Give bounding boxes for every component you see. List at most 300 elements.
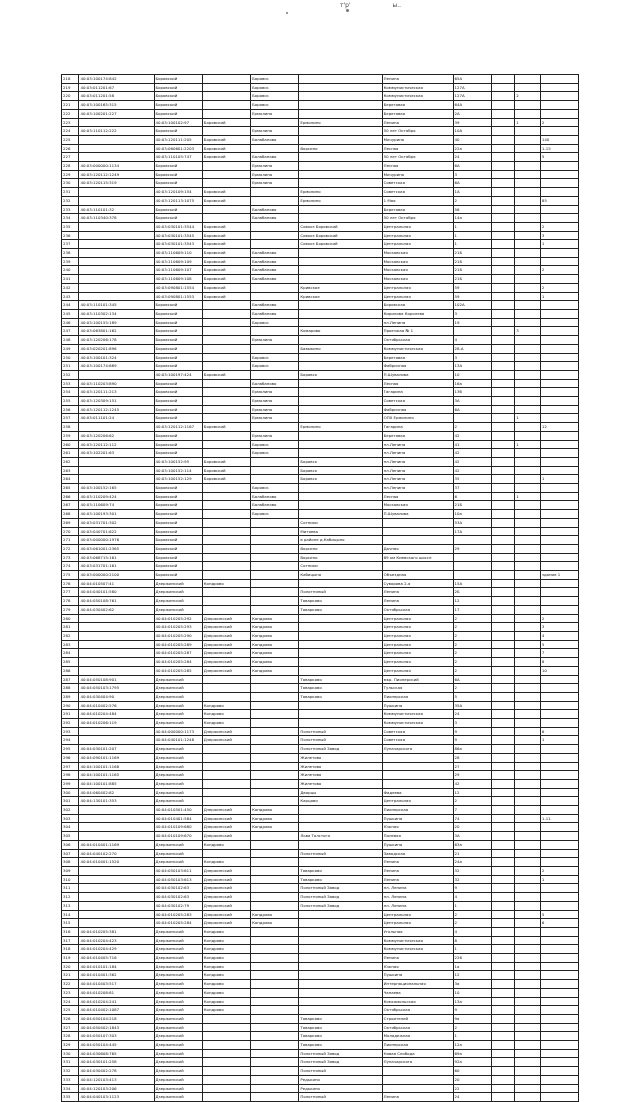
cell-3 xyxy=(202,205,250,214)
cell-4 xyxy=(251,736,299,745)
table-row xyxy=(62,823,579,832)
cell-9 xyxy=(515,980,541,989)
cell-7: 2Б xyxy=(453,588,491,597)
cell-8 xyxy=(491,658,515,667)
cell-5: Товарково xyxy=(299,597,382,606)
cell-3 xyxy=(202,75,250,84)
cell-10 xyxy=(540,771,578,780)
cell-4 xyxy=(251,701,299,710)
cell-4: Боровск xyxy=(251,362,299,371)
cell-7: 1 xyxy=(453,222,491,231)
cell-8 xyxy=(491,388,515,397)
cell-7: 13б xyxy=(453,388,491,397)
cell-5: Ермолино xyxy=(299,423,382,432)
cell-8 xyxy=(491,1067,515,1076)
cell-5: Ворсино xyxy=(299,544,382,553)
cell-2: Боровский xyxy=(154,562,202,571)
cell-10 xyxy=(540,1075,578,1084)
cell-2: 40:04:040101:1248 xyxy=(154,736,202,745)
cell-2: 40:04:010205:285 xyxy=(154,666,202,675)
cell-5 xyxy=(299,501,382,510)
cell-6: Пионерская xyxy=(382,806,453,815)
cell-10 xyxy=(540,344,578,353)
cell-7: 21Б xyxy=(453,275,491,284)
cell-10 xyxy=(540,1058,578,1067)
cell-0: 332 xyxy=(62,1067,79,1076)
cell-2: Дзержинский xyxy=(154,1049,202,1058)
cell-9 xyxy=(515,431,541,440)
cell-5 xyxy=(299,719,382,728)
table-row xyxy=(62,75,579,84)
cell-3: Боровский xyxy=(202,249,250,258)
cell-4: Балабаново xyxy=(251,275,299,284)
cell-8 xyxy=(491,1049,515,1058)
cell-1 xyxy=(79,283,154,292)
cell-6: 50 лет Октября xyxy=(382,127,453,136)
cell-9 xyxy=(515,719,541,728)
cell-9 xyxy=(515,762,541,771)
cell-7: 9 xyxy=(453,736,491,745)
cell-9 xyxy=(515,605,541,614)
cell-2: Боровский xyxy=(154,405,202,414)
cell-8 xyxy=(491,771,515,780)
cell-2: Боровский xyxy=(154,362,202,371)
cell-9 xyxy=(515,710,541,719)
cell-10: 85 xyxy=(540,196,578,205)
cell-4 xyxy=(251,144,299,153)
cell-7: 4 xyxy=(453,893,491,902)
cell-7: 32 xyxy=(453,866,491,875)
cell-7: 3 xyxy=(453,719,491,728)
table-row xyxy=(62,414,579,423)
cell-2: Дзержинский xyxy=(154,1058,202,1067)
cell-4: Ермолино xyxy=(251,179,299,188)
cell-0: 237 xyxy=(62,240,79,249)
cell-3: Дзержинский xyxy=(202,823,250,832)
cell-7: 7 xyxy=(453,806,491,815)
cell-7: 65А xyxy=(453,75,491,84)
cell-6: Пушкина xyxy=(382,840,453,849)
cell-3: Дзержинский xyxy=(202,623,250,632)
cell-1 xyxy=(79,649,154,658)
cell-8 xyxy=(491,666,515,675)
cell-6: Московская xyxy=(382,275,453,284)
cell-7: 24 xyxy=(453,153,491,162)
cell-5 xyxy=(299,945,382,954)
cell-6: Молодежная xyxy=(382,1032,453,1041)
cell-4 xyxy=(251,475,299,484)
cell-7 xyxy=(453,553,491,562)
cell-1 xyxy=(79,727,154,736)
cell-4 xyxy=(251,544,299,553)
cell-4: Кондрово xyxy=(251,623,299,632)
cell-2: Дзержинский xyxy=(154,684,202,693)
cell-0: 279 xyxy=(62,605,79,614)
cell-3: Дзержинский xyxy=(202,893,250,902)
cell-6: Лесная xyxy=(382,379,453,388)
cell-9 xyxy=(515,866,541,875)
cell-5: Льва Толстого xyxy=(299,832,382,841)
cell-9 xyxy=(515,910,541,919)
cell-0: 222 xyxy=(62,109,79,118)
cell-9 xyxy=(515,684,541,693)
cell-2: 40:04:050103:611 xyxy=(154,866,202,875)
cell-1 xyxy=(79,832,154,841)
table-row xyxy=(62,727,579,736)
cell-5 xyxy=(299,823,382,832)
cell-5 xyxy=(299,109,382,118)
cell-1: 40:04:050402:1843 xyxy=(79,1023,154,1032)
cell-1 xyxy=(79,457,154,466)
table-row xyxy=(62,936,579,945)
cell-1: 40:04:010206:119 xyxy=(79,719,154,728)
table-row xyxy=(62,266,579,275)
cell-9 xyxy=(515,1032,541,1041)
cell-3 xyxy=(202,562,250,571)
table-row xyxy=(62,362,579,371)
cell-4: Кондрово xyxy=(251,640,299,649)
cell-7: 2 xyxy=(453,919,491,928)
cell-3 xyxy=(202,353,250,362)
cell-5 xyxy=(299,910,382,919)
cell-5 xyxy=(299,954,382,963)
cell-10 xyxy=(540,75,578,84)
cell-7: 6А xyxy=(453,162,491,171)
cell-10 xyxy=(540,484,578,493)
cell-1: 40:04:010403:517 xyxy=(79,980,154,989)
cell-3 xyxy=(202,501,250,510)
table-row xyxy=(62,1075,579,1084)
cell-8 xyxy=(491,423,515,432)
cell-7: 17А xyxy=(453,527,491,536)
cell-5 xyxy=(299,135,382,144)
cell-3: Дзержинский xyxy=(202,736,250,745)
cell-10 xyxy=(540,710,578,719)
cell-9 xyxy=(515,832,541,841)
cell-5: Сотники xyxy=(299,518,382,527)
cell-0: 245 xyxy=(62,309,79,318)
cell-7 xyxy=(453,327,491,336)
cell-10 xyxy=(540,893,578,902)
table-row xyxy=(62,309,579,318)
cell-4 xyxy=(251,849,299,858)
cell-6: Советская xyxy=(382,188,453,197)
cell-6: Луначарского xyxy=(382,1058,453,1067)
cell-7: 24 xyxy=(453,710,491,719)
cell-7: 92а xyxy=(453,1058,491,1067)
cell-4 xyxy=(251,954,299,963)
cell-8 xyxy=(491,170,515,179)
cell-6: Гагарина xyxy=(382,388,453,397)
cell-3 xyxy=(202,170,250,179)
cell-10: 1 xyxy=(540,736,578,745)
cell-3 xyxy=(202,753,250,762)
cell-3: Кондрово xyxy=(202,701,250,710)
cell-9 xyxy=(515,701,541,710)
cell-6: Московская xyxy=(382,501,453,510)
cell-1: 40:03:102201:63 xyxy=(79,449,154,458)
cell-7: 226 xyxy=(453,954,491,963)
cell-4: Балабаново xyxy=(251,501,299,510)
cell-4: Кондрово xyxy=(251,658,299,667)
cell-10 xyxy=(540,440,578,449)
cell-7: 10 xyxy=(453,370,491,379)
cell-2: 40:04:050103:613 xyxy=(154,875,202,884)
cell-3: Кондрово xyxy=(202,954,250,963)
cell-7: 3 xyxy=(453,170,491,179)
cell-4 xyxy=(251,579,299,588)
cell-5: Жилетово xyxy=(299,779,382,788)
cell-3: Боровский xyxy=(202,153,250,162)
cell-5: Кривское xyxy=(299,283,382,292)
cell-5: Товарково xyxy=(299,1023,382,1032)
cell-7: 6А xyxy=(453,405,491,414)
cell-10 xyxy=(540,544,578,553)
cell-9: 2 xyxy=(515,92,541,101)
cell-5 xyxy=(299,275,382,284)
cell-8 xyxy=(491,440,515,449)
cell-5 xyxy=(299,1006,382,1015)
cell-8 xyxy=(491,1093,515,1102)
cell-7: 35 xyxy=(453,475,491,484)
cell-10 xyxy=(540,249,578,258)
cell-2: Боровский xyxy=(154,301,202,310)
cell-2: Боровский xyxy=(154,309,202,318)
cell-3 xyxy=(202,309,250,318)
cell-9 xyxy=(515,266,541,275)
cell-4 xyxy=(251,762,299,771)
cell-10 xyxy=(540,336,578,345)
cell-8 xyxy=(491,936,515,945)
cell-2: Дзержинский xyxy=(154,692,202,701)
cell-6: пл. Ленина xyxy=(382,901,453,910)
cell-8 xyxy=(491,536,515,545)
scan-mark-left: т'р' xyxy=(340,2,351,9)
table-row xyxy=(62,779,579,788)
cell-2: Дзержинский xyxy=(154,701,202,710)
cell-0: 286 xyxy=(62,666,79,675)
cell-3: Боровский xyxy=(202,370,250,379)
cell-6: 50 лет Октября xyxy=(382,214,453,223)
cell-3 xyxy=(202,414,250,423)
cell-0: 331 xyxy=(62,1058,79,1067)
cell-9 xyxy=(515,370,541,379)
cell-10 xyxy=(540,492,578,501)
cell-0: 257 xyxy=(62,414,79,423)
cell-5 xyxy=(299,440,382,449)
cell-8 xyxy=(491,118,515,127)
table-row xyxy=(62,588,579,597)
cell-10 xyxy=(540,83,578,92)
cell-5 xyxy=(299,170,382,179)
cell-1: 40:03:110302:134 xyxy=(79,309,154,318)
cell-8 xyxy=(491,945,515,954)
cell-4 xyxy=(251,927,299,936)
cell-4: Балабаново xyxy=(251,309,299,318)
cell-9 xyxy=(515,1006,541,1015)
cell-0: 232 xyxy=(62,196,79,205)
cell-8 xyxy=(491,692,515,701)
table-row xyxy=(62,344,579,353)
cell-5: Жилетово xyxy=(299,762,382,771)
cell-10 xyxy=(540,449,578,458)
cell-1: 40:04:010208:81 xyxy=(79,988,154,997)
cell-4: Балабаново xyxy=(251,257,299,266)
cell-9 xyxy=(515,745,541,754)
cell-0: 233 xyxy=(62,205,79,214)
table-row xyxy=(62,980,579,989)
cell-0: 236 xyxy=(62,231,79,240)
table-row xyxy=(62,910,579,919)
table-row xyxy=(62,536,579,545)
cell-8 xyxy=(491,779,515,788)
cell-0: 278 xyxy=(62,597,79,606)
cell-6: Коммунистическая xyxy=(382,710,453,719)
cell-8 xyxy=(491,640,515,649)
cell-10 xyxy=(540,370,578,379)
table-row xyxy=(62,475,579,484)
cell-4: Балабаново xyxy=(251,492,299,501)
cell-10: 5 xyxy=(540,153,578,162)
cell-0: 228 xyxy=(62,162,79,171)
cell-7: 1А xyxy=(453,188,491,197)
cell-5: Полотняный xyxy=(299,736,382,745)
cell-6: Ленина xyxy=(382,597,453,606)
cell-0: 223 xyxy=(62,118,79,127)
cell-6: Центральная xyxy=(382,910,453,919)
cell-4 xyxy=(251,327,299,336)
cell-0: 296 xyxy=(62,753,79,762)
cell-4 xyxy=(251,1084,299,1093)
cell-8 xyxy=(491,457,515,466)
cell-7: 2 xyxy=(453,1023,491,1032)
cell-1: 40:03:100101:324 xyxy=(79,353,154,362)
cell-10: 2 xyxy=(540,222,578,231)
cell-6: Советская xyxy=(382,727,453,736)
cell-6: Центральная xyxy=(382,623,453,632)
cell-9 xyxy=(515,318,541,327)
cell-7: 24а xyxy=(453,858,491,867)
cell-10 xyxy=(540,501,578,510)
cell-8 xyxy=(491,858,515,867)
cell-1 xyxy=(79,632,154,641)
cell-8 xyxy=(491,988,515,997)
cell-8 xyxy=(491,484,515,493)
cell-1 xyxy=(79,814,154,823)
cell-1 xyxy=(79,875,154,884)
cell-4 xyxy=(251,884,299,893)
cell-3: Кондрово xyxy=(202,997,250,1006)
cell-9 xyxy=(515,153,541,162)
cell-8 xyxy=(491,466,515,475)
cell-6: Советская xyxy=(382,179,453,188)
cell-7: 102А xyxy=(453,301,491,310)
cell-7 xyxy=(453,562,491,571)
cell-3: Дзержинский xyxy=(202,832,250,841)
cell-9 xyxy=(515,875,541,884)
cell-8 xyxy=(491,701,515,710)
cell-2: Дзержинский xyxy=(154,1032,202,1041)
cell-10: 1 xyxy=(540,475,578,484)
cell-1: 40:03:011201:67 xyxy=(79,83,154,92)
cell-3: Боровский xyxy=(202,222,250,231)
cell-1 xyxy=(79,423,154,432)
cell-5 xyxy=(299,484,382,493)
cell-3: Дзержинский xyxy=(202,806,250,815)
cell-4 xyxy=(251,605,299,614)
cell-5: Ворсино xyxy=(299,553,382,562)
cell-1 xyxy=(79,901,154,910)
cell-10 xyxy=(540,945,578,954)
cell-1 xyxy=(79,919,154,928)
cell-1: 40:04:030404:90 xyxy=(79,692,154,701)
cell-7: 2 xyxy=(453,658,491,667)
cell-3 xyxy=(202,1058,250,1067)
cell-5 xyxy=(299,919,382,928)
cell-5 xyxy=(299,162,382,171)
cell-3 xyxy=(202,675,250,684)
cell-6: Пушкина xyxy=(382,814,453,823)
cell-0: 241 xyxy=(62,275,79,284)
cell-5: Боровск xyxy=(299,466,382,475)
table-row xyxy=(62,144,579,153)
cell-1 xyxy=(79,466,154,475)
cell-7: 2 xyxy=(453,632,491,641)
cell-7: 22а xyxy=(453,144,491,153)
scan-speck xyxy=(286,12,288,14)
cell-9 xyxy=(515,823,541,832)
table-row xyxy=(62,301,579,310)
cell-4: Кондрово xyxy=(251,666,299,675)
cell-9: 1 xyxy=(515,440,541,449)
cell-4: Балабаново xyxy=(251,153,299,162)
cell-8 xyxy=(491,492,515,501)
cell-3 xyxy=(202,605,250,614)
cell-5: Боровск xyxy=(299,370,382,379)
cell-2: Дзержинский xyxy=(154,762,202,771)
cell-3 xyxy=(202,544,250,553)
cell-3: Дзержинский xyxy=(202,727,250,736)
cell-6: Пионерская xyxy=(382,692,453,701)
scan-header-marks xyxy=(300,2,401,9)
cell-2: 40:03:100152:95 xyxy=(154,457,202,466)
cell-7: 1 xyxy=(453,901,491,910)
cell-3 xyxy=(202,745,250,754)
cell-5 xyxy=(299,510,382,519)
table-row xyxy=(62,449,579,458)
cell-10 xyxy=(540,823,578,832)
cell-1: 40:04:010401:1169 xyxy=(79,840,154,849)
cell-5 xyxy=(299,257,382,266)
cell-8 xyxy=(491,1084,515,1093)
cell-5: Товарково xyxy=(299,1032,382,1041)
table-row xyxy=(62,623,579,632)
table-row xyxy=(62,614,579,623)
cell-9 xyxy=(515,205,541,214)
table-row xyxy=(62,527,579,536)
table-row xyxy=(62,658,579,667)
cell-9 xyxy=(515,1049,541,1058)
cell-8 xyxy=(491,518,515,527)
cell-8 xyxy=(491,153,515,162)
cell-2: 40:04:010205:292 xyxy=(154,614,202,623)
cell-7 xyxy=(453,414,491,423)
cell-9 xyxy=(515,188,541,197)
cell-8 xyxy=(491,1023,515,1032)
cell-10 xyxy=(540,397,578,406)
cell-1: 40:04:010402:1087 xyxy=(79,1006,154,1015)
cell-4 xyxy=(251,527,299,536)
